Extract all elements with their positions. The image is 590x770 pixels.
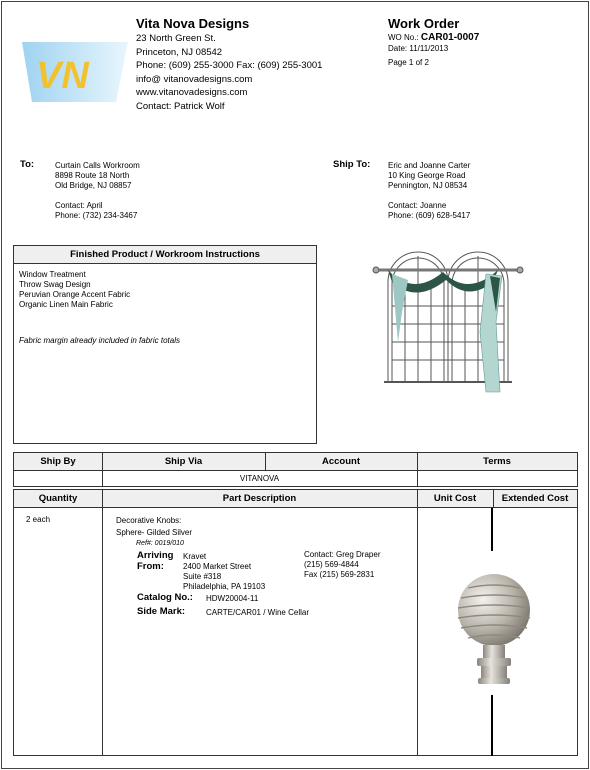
wo-date: Date: 11/11/2013 [388,44,449,53]
company-info [136,16,322,113]
item-desc-line1: Decorative Knobs: [116,516,182,525]
catalog-label: Catalog No.: [137,592,193,603]
col-account: Account [265,453,417,470]
to-label: To: [20,159,35,170]
vendor-contact: Contact: Greg Draper [304,550,381,559]
ship-to-address [388,161,470,221]
divider [491,695,493,756]
col-quantity: Quantity [14,490,102,507]
vendor-fax: Fax (215) 569-2831 [304,570,375,579]
to-address2: Old Bridge, NJ 08857 [55,181,132,190]
instruction-line: Window Treatment [19,270,86,279]
company-phone: Phone: (609) 255-3000 Fax: (609) 255-3001 [136,60,323,71]
instruction-line: Throw Swag Design [19,280,91,289]
shipping-table [13,452,578,487]
to-address1: 8898 Route 18 North [55,171,130,180]
to-address [55,161,140,221]
divider [265,453,266,471]
col-ship-via: Ship Via [102,453,265,470]
divider [491,508,493,551]
col-ship-by: Ship By [14,453,102,470]
instructions-header: Finished Product / Workroom Instructions [14,246,316,264]
instruction-line: Peruvian Orange Accent Fabric [19,290,131,299]
instruction-note: Fabric margin already included in fabric totals [19,336,180,345]
to-phone: Phone: (732) 234-3467 [55,211,138,220]
side-mark-label: Side Mark: [137,606,186,617]
vendor-address1: 2400 Market Street [183,562,252,571]
wo-label: WO No.: [388,33,419,42]
vendor-address [183,552,265,592]
item-desc-line2: Sphere- Gilded Silver [116,528,193,537]
arriving-from-label [137,550,173,572]
item-quantity: 2 each [26,515,51,524]
ship-to-address1: 10 King George Road [388,171,466,180]
wo-number: CAR01-0007 [420,32,480,43]
svg-text:VN: VN [36,55,89,97]
work-order-title: Work Order [388,16,460,31]
instruction-line: Organic Linen Main Fabric [19,300,113,309]
divider [102,490,103,756]
company-email: info@ vitanovadesigns.com [136,73,253,85]
items-table [13,489,578,756]
to-contact: Contact: April [55,201,103,210]
window-treatment-image [368,242,528,402]
vendor-phone: (215) 569-4844 [304,560,359,569]
company-logo [22,42,128,102]
divider [493,490,494,508]
company-contact: Contact: Patrick Wolf [136,100,225,112]
item-ref: Ref#: 0019/010 [136,540,184,547]
company-name: Vita Nova Designs [136,16,250,31]
vendor-contact-block [304,550,380,580]
col-part-description: Part Description [102,490,417,507]
arriving-label-line1: Arriving [137,550,174,561]
divider [417,490,418,756]
company-address2: Princeton, NJ 08542 [136,46,223,58]
ship-to-name: Eric and Joanne Carter [388,161,471,170]
divider [417,453,418,487]
ship-to-phone: Phone: (609) 628-5417 [388,211,471,220]
instructions-body [14,264,316,352]
col-unit-cost: Unit Cost [417,490,493,507]
knob-product-image [454,568,534,693]
ship-to-label: Ship To: [333,159,371,170]
vendor-name: Kravet [183,552,207,561]
ship-via-account-value: VITANOVA [239,474,280,483]
work-order-info [388,16,479,68]
wo-page: Page 1 of 2 [388,58,429,67]
col-terms: Terms [417,453,577,470]
col-extended-cost: Extended Cost [493,490,577,507]
vendor-address2: Suite #318 [183,572,222,581]
vendor-address3: Philadelphia, PA 19103 [183,582,266,591]
ship-to-address2: Pennington, NJ 08534 [388,181,468,190]
to-name: Curtain Calls Workroom [55,161,140,170]
side-mark-value: CARTE/CAR01 / Wine Cellar [206,608,309,617]
company-website: www.vitanovadesigns.com [136,87,248,98]
arriving-label-line2: From: [137,561,164,572]
instructions-box [13,245,317,444]
item-description [116,515,192,548]
catalog-number: HDW20004-11 [206,594,259,603]
ship-to-contact: Contact: Joanne [388,201,447,210]
company-address1: 23 North Green St. [136,33,216,44]
